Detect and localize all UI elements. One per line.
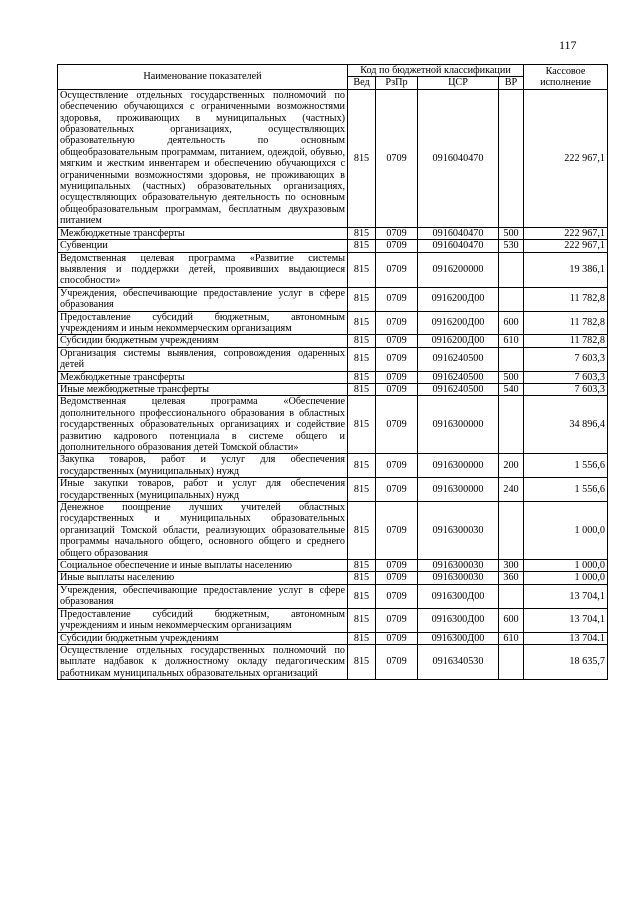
row-rzpr: 0709 xyxy=(376,311,418,335)
row-amount: 1 556,6 xyxy=(524,478,608,502)
row-amount: 1 000,0 xyxy=(524,560,608,572)
row-rzpr: 0709 xyxy=(376,89,418,227)
row-name: Межбюджетные трансферты xyxy=(58,227,348,239)
header-ved: Вед xyxy=(348,77,376,89)
table-row xyxy=(58,89,608,227)
row-rzpr: 0709 xyxy=(376,644,418,679)
row-name: Организация системы выявления, сопровождения одаренных детей xyxy=(58,347,348,371)
row-csr: 0916300Д00 xyxy=(418,632,499,644)
row-vr xyxy=(499,644,524,679)
row-csr: 0916300Д00 xyxy=(418,608,499,632)
row-vr: 360 xyxy=(499,572,524,584)
row-rzpr: 0709 xyxy=(376,227,418,239)
table-row xyxy=(58,608,608,632)
row-ved: 815 xyxy=(348,584,376,608)
row-name: Иные выплаты населению xyxy=(58,572,348,584)
row-csr: 0916300000 xyxy=(418,396,499,454)
row-vr: 600 xyxy=(499,311,524,335)
table-row xyxy=(58,584,608,608)
row-vr xyxy=(499,396,524,454)
row-amount: 1 000,0 xyxy=(524,502,608,560)
row-csr: 0916240500 xyxy=(418,347,499,371)
row-vr: 600 xyxy=(499,608,524,632)
table-row xyxy=(58,478,608,502)
row-rzpr: 0709 xyxy=(376,371,418,383)
table-row xyxy=(58,383,608,395)
row-ved: 815 xyxy=(348,89,376,227)
row-amount: 13 704,1 xyxy=(524,608,608,632)
row-name: Субвенции xyxy=(58,240,348,252)
row-csr: 0916300030 xyxy=(418,560,499,572)
row-rzpr: 0709 xyxy=(376,287,418,311)
row-rzpr: 0709 xyxy=(376,335,418,347)
row-vr: 200 xyxy=(499,454,524,478)
row-amount: 7 603,3 xyxy=(524,383,608,395)
row-amount: 222 967,1 xyxy=(524,240,608,252)
row-amount: 11 782,8 xyxy=(524,335,608,347)
row-amount: 18 635,7 xyxy=(524,644,608,679)
row-vr xyxy=(499,502,524,560)
row-vr: 500 xyxy=(499,371,524,383)
row-amount: 13 704,1 xyxy=(524,584,608,608)
table-row xyxy=(58,560,608,572)
table-row xyxy=(58,335,608,347)
table-row xyxy=(58,252,608,287)
row-name: Межбюджетные трансферты xyxy=(58,371,348,383)
row-name: Предоставление субсидий бюджетным, автономным учреждениям и иным некоммерческим организациям xyxy=(58,311,348,335)
row-csr: 0916300000 xyxy=(418,454,499,478)
row-csr: 0916340530 xyxy=(418,644,499,679)
table-row xyxy=(58,371,608,383)
row-name: Социальное обеспечение и иные выплаты населению xyxy=(58,560,348,572)
row-ved: 815 xyxy=(348,371,376,383)
row-vr: 610 xyxy=(499,335,524,347)
row-ved: 815 xyxy=(348,396,376,454)
header-vr: ВР xyxy=(499,77,524,89)
row-rzpr: 0709 xyxy=(376,502,418,560)
row-ved: 815 xyxy=(348,383,376,395)
row-rzpr: 0709 xyxy=(376,454,418,478)
row-rzpr: 0709 xyxy=(376,632,418,644)
row-vr: 300 xyxy=(499,560,524,572)
table-row xyxy=(58,502,608,560)
row-ved: 815 xyxy=(348,632,376,644)
row-rzpr: 0709 xyxy=(376,347,418,371)
row-ved: 815 xyxy=(348,478,376,502)
row-amount: 34 896,4 xyxy=(524,396,608,454)
row-ved: 815 xyxy=(348,560,376,572)
row-rzpr: 0709 xyxy=(376,584,418,608)
row-amount: 7 603,3 xyxy=(524,347,608,371)
row-csr: 0916300030 xyxy=(418,572,499,584)
row-name: Ведомственная целевая программа «Обеспечение дополнительного профессионального образования в областных государственных образовательных организациях и содействие развитию кадрового потенциала в системе общего и дополнительного образования детей Томской области» xyxy=(58,396,348,454)
header-code-group: Код по бюджетной классификации xyxy=(348,65,524,77)
row-ved: 815 xyxy=(348,252,376,287)
row-rzpr: 0709 xyxy=(376,252,418,287)
row-csr: 0916240500 xyxy=(418,371,499,383)
row-rzpr: 0709 xyxy=(376,383,418,395)
row-name: Осуществление отдельных государственных полномочий по обеспечению обучающихся с ограниченными возможностями здоровья, проживающих в муниципальных (частных) образовательных организациях, осуществляющих образовательную деятельность по основным общеобразовательным программам, питанием, одеждой, обувью, мягким и жестким инвентарем и обеспечению обучающихся с ограниченными возможностями здоровья, не проживающих в муниципальных (частных) образовательных организациях, осуществляющих образовательную деятельность по основным общеобразовательным программам, бесплатным двухразовым питанием xyxy=(58,89,348,227)
row-amount: 13 704.1 xyxy=(524,632,608,644)
row-name: Субсидии бюджетным учреждениям xyxy=(58,335,348,347)
row-vr: 500 xyxy=(499,227,524,239)
row-csr: 0916300000 xyxy=(418,478,499,502)
row-vr xyxy=(499,347,524,371)
row-ved: 815 xyxy=(348,347,376,371)
row-vr xyxy=(499,89,524,227)
row-vr: 540 xyxy=(499,383,524,395)
row-csr: 0916200Д00 xyxy=(418,311,499,335)
table-row xyxy=(58,454,608,478)
row-name: Иные закупки товаров, работ и услуг для обеспечения государственных (муниципальных) нужд xyxy=(58,478,348,502)
row-name: Учреждения, обеспечивающие предоставление услуг в сфере образования xyxy=(58,287,348,311)
table-row xyxy=(58,240,608,252)
table-row xyxy=(58,396,608,454)
row-vr xyxy=(499,252,524,287)
row-vr xyxy=(499,584,524,608)
row-ved: 815 xyxy=(348,454,376,478)
row-rzpr: 0709 xyxy=(376,560,418,572)
row-ved: 815 xyxy=(348,502,376,560)
row-name: Предоставление субсидий бюджетным, автономным учреждениям и иным некоммерческим организациям xyxy=(58,608,348,632)
row-name: Субсидии бюджетным учреждениям xyxy=(58,632,348,644)
row-csr: 0916040470 xyxy=(418,89,499,227)
row-name: Осуществление отдельных государственных полномочий по выплате надбавок к должностному окладу педагогическим работникам муниципальных образовательных организаций xyxy=(58,644,348,679)
row-ved: 815 xyxy=(348,335,376,347)
row-rzpr: 0709 xyxy=(376,240,418,252)
row-name: Закупка товаров, работ и услуг для обеспечения государственных (муниципальных) нужд xyxy=(58,454,348,478)
row-csr: 0916040470 xyxy=(418,240,499,252)
header-rzpr: РзПр xyxy=(376,77,418,89)
row-vr: 610 xyxy=(499,632,524,644)
table-row xyxy=(58,227,608,239)
row-csr: 0916200Д00 xyxy=(418,287,499,311)
row-vr xyxy=(499,287,524,311)
row-rzpr: 0709 xyxy=(376,396,418,454)
row-amount: 222 967,1 xyxy=(524,227,608,239)
row-csr: 0916040470 xyxy=(418,227,499,239)
row-csr: 0916300Д00 xyxy=(418,584,499,608)
row-rzpr: 0709 xyxy=(376,608,418,632)
row-ved: 815 xyxy=(348,227,376,239)
row-amount: 19 386,1 xyxy=(524,252,608,287)
header-execution: Кассовое исполнение xyxy=(524,65,608,90)
row-name: Учреждения, обеспечивающие предоставление услуг в сфере образования xyxy=(58,584,348,608)
row-ved: 815 xyxy=(348,311,376,335)
header-csr: ЦСР xyxy=(418,77,499,89)
row-ved: 815 xyxy=(348,240,376,252)
row-rzpr: 0709 xyxy=(376,572,418,584)
row-ved: 815 xyxy=(348,644,376,679)
table-row xyxy=(58,347,608,371)
row-ved: 815 xyxy=(348,287,376,311)
row-csr: 0916300030 xyxy=(418,502,499,560)
budget-execution-table xyxy=(57,64,608,680)
row-name: Иные межбюджетные трансферты xyxy=(58,383,348,395)
row-amount: 11 782,8 xyxy=(524,287,608,311)
table-row xyxy=(58,287,608,311)
row-name: Ведомственная целевая программа «Развитие системы выявления и поддержки детей, проявивших выдающиеся способности» xyxy=(58,252,348,287)
row-rzpr: 0709 xyxy=(376,478,418,502)
row-amount: 1 556,6 xyxy=(524,454,608,478)
table-body xyxy=(58,89,608,679)
row-amount: 1 000,0 xyxy=(524,572,608,584)
row-vr: 240 xyxy=(499,478,524,502)
row-ved: 815 xyxy=(348,608,376,632)
row-vr: 530 xyxy=(499,240,524,252)
row-csr: 0916200Д00 xyxy=(418,335,499,347)
table-row xyxy=(58,572,608,584)
row-amount: 222 967,1 xyxy=(524,89,608,227)
table-row xyxy=(58,311,608,335)
row-amount: 11 782,8 xyxy=(524,311,608,335)
table-row xyxy=(58,632,608,644)
row-ved: 815 xyxy=(348,572,376,584)
row-csr: 0916200000 xyxy=(418,252,499,287)
table-row xyxy=(58,644,608,679)
row-csr: 0916240500 xyxy=(418,383,499,395)
row-name: Денежное поощрение лучших учителей областных государственных и муниципальных образовательных организаций Томской области, реализующих образовательные программы начального общего, основного общего и среднего общего образования xyxy=(58,502,348,560)
header-name: Наименование показателей xyxy=(58,65,348,90)
row-amount: 7 603,3 xyxy=(524,371,608,383)
page-number: 117 xyxy=(559,38,577,52)
